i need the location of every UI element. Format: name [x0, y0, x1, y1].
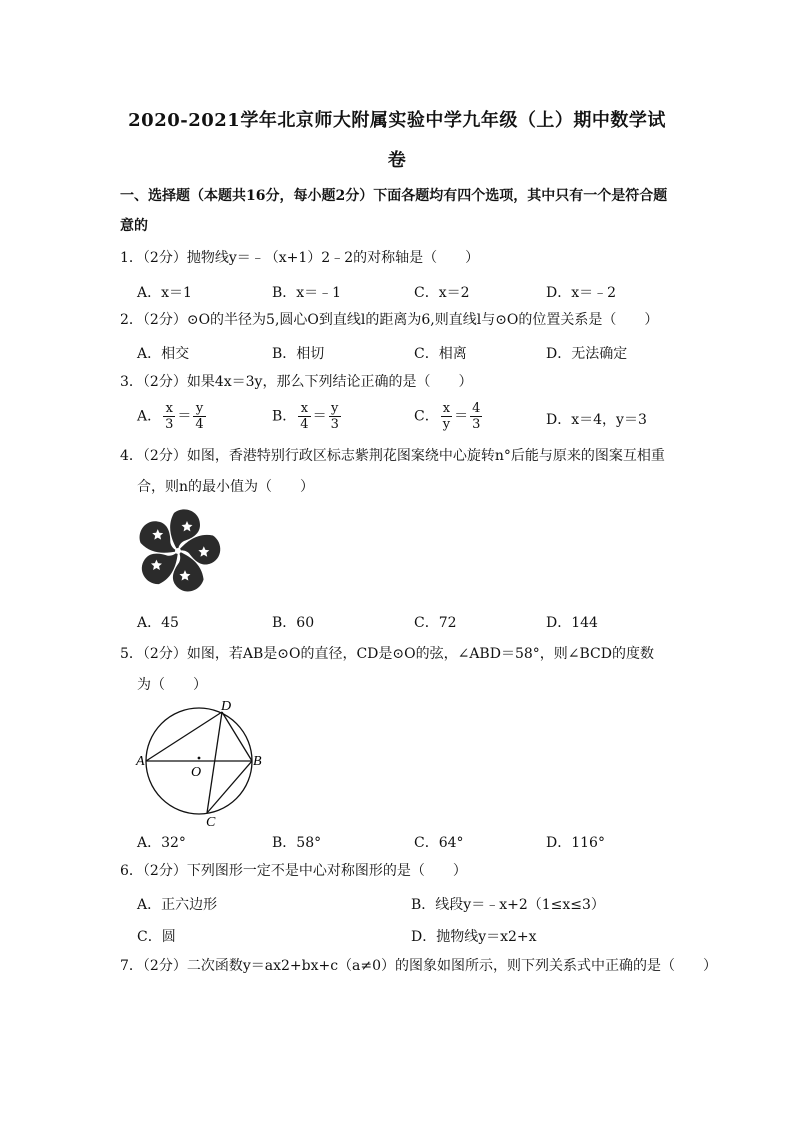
fraction: $\frac{x}{3}$: [165, 401, 174, 432]
option-d: D．无法确定: [546, 346, 628, 362]
question-score: （2分）: [142, 374, 187, 390]
question-6: [120, 856, 680, 886]
option-b: B． $\frac{x}{4}$ ＝ $\frac{y}{3}$: [272, 401, 339, 432]
question-4-continued: 合，则n的最小值为（ ）: [137, 479, 315, 495]
question-number: 4．: [120, 448, 143, 464]
option-c: C． $\frac{x}{y}$ ＝ $\frac{4}{3}$: [414, 401, 481, 432]
option-b: B．x＝﹣1: [272, 285, 342, 301]
option-d: D．抛物线y＝x2+x: [411, 929, 537, 945]
question-number: 3．: [120, 374, 143, 390]
question-2: [120, 305, 680, 335]
exam-title-line1: 2020-2021学年北京师大附属实验中学九年级（上）期中数学试: [128, 110, 666, 131]
question-score: （2分）: [142, 646, 187, 662]
question-text: 如果4x＝3y，那么下列结论正确的是（ ）: [186, 374, 473, 390]
bauhinia-flower-figure: [130, 505, 226, 597]
fraction: $\frac{x}{y}$: [442, 401, 451, 432]
fraction: $\frac{y}{3}$: [330, 401, 339, 432]
option-a: A．x＝1: [137, 285, 192, 301]
point-c-label: C: [206, 815, 216, 830]
question-number: 7．: [120, 958, 143, 974]
option-c: C．72: [414, 615, 457, 631]
circle-figure: [130, 695, 270, 830]
fraction: $\frac{4}{3}$: [472, 401, 481, 432]
option-d: D．x＝4，y＝3: [546, 412, 647, 428]
option-c: C．相离: [414, 346, 467, 362]
question-3: [120, 367, 680, 397]
section-heading-line1: 一、选择题（本题共16分，每小题2分）下面各题均有四个选项，其中只有一个是符合题: [120, 188, 668, 204]
option-a: A．正六边形: [137, 897, 218, 913]
question-score: （2分）: [142, 312, 187, 328]
option-a: A．相交: [137, 346, 190, 362]
question-number: 2．: [120, 312, 143, 328]
option-d: D．144: [546, 615, 598, 631]
question-score: （2分）: [142, 250, 187, 266]
question-number: 1．: [120, 250, 143, 266]
option-b: B．58°: [272, 835, 322, 851]
option-c: C．64°: [414, 835, 464, 851]
option-d: D．x＝﹣2: [546, 285, 617, 301]
question-4: [120, 441, 680, 471]
question-text: 抛物线y＝﹣（x+1）2﹣2的对称轴是（ ）: [186, 250, 480, 266]
option-b: B．相切: [272, 346, 325, 362]
question-score: （2分）: [142, 448, 187, 464]
fraction: $\frac{y}{4}$: [195, 401, 204, 432]
question-score: （2分）: [142, 958, 187, 974]
section-heading-line2: 意的: [120, 218, 148, 234]
fraction: $\frac{x}{4}$: [300, 401, 309, 432]
option-d: D．116°: [546, 835, 605, 851]
point-d-label: D: [221, 699, 232, 714]
point-a-label: A: [136, 754, 145, 769]
question-number: 6．: [120, 863, 143, 879]
option-a: A． $\frac{x}{3}$ ＝ $\frac{y}{4}$: [137, 401, 204, 432]
option-a: A．45: [137, 615, 179, 631]
question-number: 5．: [120, 646, 143, 662]
question-text: 如图，若AB是⊙O的直径，CD是⊙O的弦，∠ABD＝58°，则∠BCD的度数: [186, 646, 654, 662]
center-o-label: O: [191, 765, 202, 780]
exam-title-line2: 卷: [387, 150, 407, 171]
option-c: C．圆: [137, 929, 176, 945]
question-text: 如图，香港特别行政区标志紫荆花图案绕中心旋转n°后能与原来的图案互相重: [186, 448, 665, 464]
question-text: ⊙O的半径为5,圆心O到直线l的距离为6,则直线l与⊙O的位置关系是（ ）: [186, 312, 659, 328]
option-b: B．60: [272, 615, 315, 631]
point-b-label: B: [253, 754, 262, 769]
option-c: C．x＝2: [414, 285, 470, 301]
question-score: （2分）: [142, 863, 187, 879]
question-5: [120, 639, 680, 669]
question-5-continued: 为（ ）: [137, 677, 207, 693]
question-7: [120, 951, 718, 981]
option-b: B．线段y＝﹣x+2（1≤x≤3）: [411, 897, 605, 913]
question-1: [120, 243, 680, 273]
option-a: A．32°: [137, 835, 186, 851]
question-text: 下列图形一定不是中心对称图形的是（ ）: [186, 863, 467, 879]
question-text: 二次函数y＝ax2+bx+c（a≠0）的图象如图所示，则下列关系式中正确的是（ ）: [186, 958, 718, 974]
